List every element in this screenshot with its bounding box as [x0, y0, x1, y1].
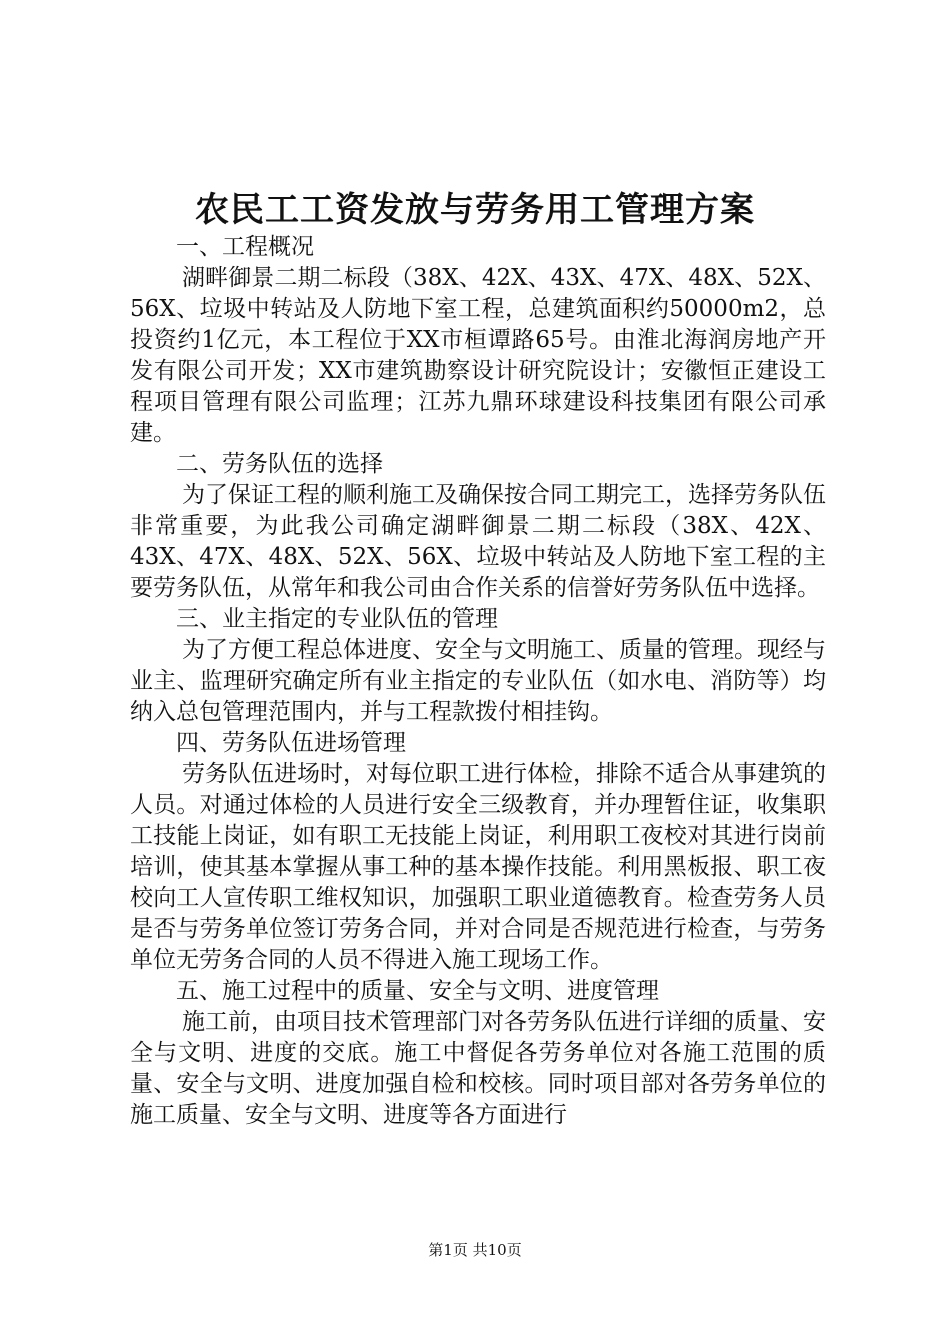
- page-footer: 第1页 共10页: [428, 1241, 522, 1259]
- section-2-paragraph: 为了保证工程的顺利施工及确保按合同工期完工，选择劳务队伍非常重要，为此我公司确定湖畔御景二期二标段（38X、42X、43X、47X、48X、52X、56X、垃圾中转站及人防地下室工程的主要劳务队伍，从常年和我公司由合作关系的信誉好劳务队伍中选择。: [130, 482, 826, 601]
- section-1-paragraph: 湖畔御景二期二标段（38X、42X、43X、47X、48X、52X、56X、垃圾中转站及人防地下室工程，总建筑面积约50000m2，总投资约1亿元，本工程位于XX市桓谭路65号。由淮北海润房地产开发有限公司开发；XX市建筑勘察设计研究院设计；安徽恒正建设工程项目管理有限公司监理；江苏九鼎环球建设科技集团有限公司承建。: [130, 265, 826, 446]
- section-heading-1: 一、工程概况: [176, 234, 314, 260]
- section-heading-2: 二、劳务队伍的选择: [176, 451, 383, 477]
- section-4-paragraph: 劳务队伍进场时，对每位职工进行体检，排除不适合从事建筑的人员。对通过体检的人员进行安全三级教育，并办理暂住证，收集职工技能上岗证，如有职工无技能上岗证，利用职工夜校对其进行岗前培训，使其基本掌握从事工种的基本操作技能。利用黑板报、职工夜校向工人宣传职工维权知识，加强职工职业道德教育。检查劳务人员是否与劳务单位签订劳务合同，并对合同是否规范进行检查，与劳务单位无劳务合同的人员不得进入施工现场工作。: [130, 761, 826, 973]
- section-3-paragraph: 为了方便工程总体进度、安全与文明施工、质量的管理。现经与业主、监理研究确定所有业主指定的专业队伍（如水电、消防等）均纳入总包管理范围内，并与工程款拨付相挂钩。: [130, 637, 826, 725]
- document-title: 农民工工资发放与劳务用工管理方案: [195, 190, 755, 230]
- section-heading-5: 五、施工过程中的质量、安全与文明、进度管理: [176, 978, 659, 1004]
- section-heading-4: 四、劳务队伍进场管理: [176, 730, 406, 756]
- section-5-paragraph: 施工前，由项目技术管理部门对各劳务队伍进行详细的质量、安全与文明、进度的交底。施工中督促各劳务单位对各施工范围的质量、安全与文明、进度加强自检和校核。同时项目部对各劳务单位的施工质量、安全与文明、进度等各方面进行: [130, 1009, 826, 1128]
- section-heading-3: 三、业主指定的专业队伍的管理: [176, 606, 498, 632]
- document-body: [130, 232, 826, 1131]
